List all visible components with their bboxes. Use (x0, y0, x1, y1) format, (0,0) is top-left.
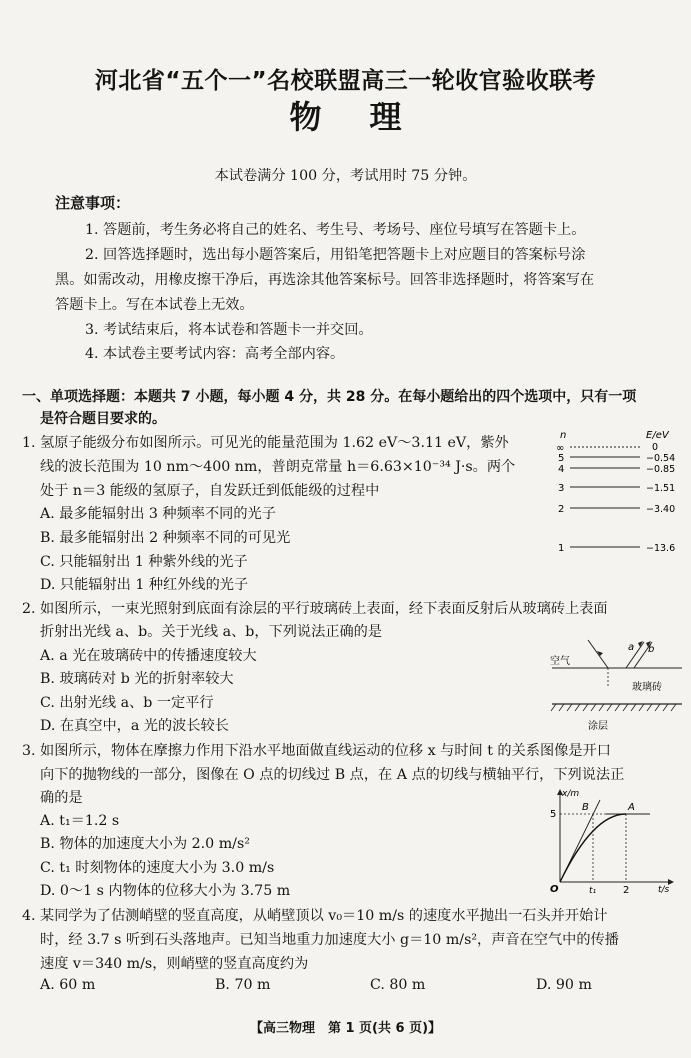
level-n: 4 (558, 464, 565, 475)
q2-option-a: A. a 光在玻璃砖中的传播速度较大 (40, 648, 257, 664)
q1-stem: 1. 氢原子能级分布如图所示。可见光的能量范围为 1.62 eV～3.11 eV，紫外 (22, 435, 509, 451)
level-e: −0.54 (646, 453, 676, 464)
level-e: −0.85 (646, 464, 676, 475)
ray-a-label: a (628, 642, 635, 653)
subject-title: 物理 (289, 98, 450, 136)
q2-option-b: B. 玻璃砖对 b 光的折射率较大 (40, 671, 234, 687)
glass-brick-diagram (548, 638, 684, 736)
q3-stem: 确的是 (40, 790, 83, 806)
level-n: 1 (558, 543, 565, 554)
origin-label: O (550, 884, 559, 895)
level-e: −3.40 (646, 504, 676, 515)
q1-option-c: C. 只能辐射出 1 种紫外线的光子 (40, 554, 248, 570)
energy-axis-label: E/eV (646, 430, 669, 441)
q4-option-b: B. 70 m (215, 977, 271, 993)
q3-option-a: A. t₁＝1.2 s (40, 813, 120, 829)
q3-option-d: D. 0～1 s 内物体的位移大小为 3.75 m (40, 883, 291, 899)
x-axis-label: x/m (562, 789, 580, 799)
level-3 (558, 483, 675, 494)
level-n: ∞ (556, 443, 565, 454)
level-infinity (556, 442, 658, 454)
note-line: 1. 答题前，考生务必将自己的姓名、考生号、考场号、座位号填写在答题卡上。 (85, 222, 586, 238)
q3-stem: 3. 如图所示，物体在摩擦力作用下沿水平地面做直线运动的位移 x 与时间 t 的关系图像是开口 (22, 743, 611, 759)
q2-option-d: D. 在真空中，a 光的波长较长 (40, 718, 229, 734)
section-heading-cont: 是符合题目要求的。 (40, 411, 166, 427)
q4-option-c: C. 80 m (370, 977, 426, 993)
q4-stem: 4. 某同学为了估测峭壁的竖直高度，从峭壁顶以 v₀＝10 m/s 的速度水平抛出一石头并开始计 (22, 908, 608, 924)
level-5 (558, 453, 675, 464)
level-2 (558, 504, 675, 515)
q4-stem: 时，经 3.7 s 听到石头落地声。已知当地重力加速度大小 g＝10 m/s²，声音在空气中的传播 (40, 932, 619, 948)
coating-label: 涂层 (588, 721, 608, 732)
notes-heading: 注意事项： (55, 194, 131, 212)
q1-option-d: D. 只能辐射出 1 种红外线的光子 (40, 577, 249, 593)
air-label: 空气 (550, 656, 570, 667)
level-n: 5 (558, 453, 565, 464)
point-b-label: B (582, 802, 589, 813)
exam-title: 河北省“五个一”名校联盟高三一轮收官验收联考 (94, 68, 597, 94)
level-n: 2 (558, 504, 565, 515)
note-line: 2. 回答选择题时，选出每小题答案后，用铅笔把答题卡上对应题目的答案标号涂 (85, 247, 586, 263)
ray-b-label: b (648, 644, 655, 655)
incident-ray (588, 640, 608, 668)
level-1 (558, 543, 675, 554)
x5-tick: 5 (550, 809, 557, 820)
level-e: −13.6 (646, 543, 676, 554)
q3-stem: 向下的抛物线的一部分，图像在 O 点的切线过 B 点，在 A 点的切线与横轴平行，下列说法正 (40, 767, 625, 783)
q3-option-c: C. t₁ 时刻物体的速度大小为 3.0 m/s (40, 860, 275, 876)
glass-label: 玻璃砖 (632, 682, 662, 693)
q4-option-a: A. 60 m (40, 977, 96, 993)
level-4 (558, 464, 675, 475)
note-line: 3. 考试结束后，将本试卷和答题卡一并交回。 (85, 322, 373, 338)
page-footer: 【高三物理 第 1 页(共 6 页)】 (249, 1021, 442, 1036)
coating-hatch (551, 704, 676, 711)
energy-level-diagram (552, 428, 682, 563)
exam-intro: 本试卷满分 100 分，考试用时 75 分钟。 (214, 168, 477, 184)
t1-tick: t₁ (589, 886, 597, 896)
point-a-label: A (628, 802, 635, 813)
n-axis-label: n (560, 430, 567, 441)
note-line: 黑。如需改动，用橡皮擦干净后，再选涂其他答案标号。回答非选择题时，将答案写在 (55, 272, 595, 288)
q3-option-b: B. 物体的加速度大小为 2.0 m/s² (40, 836, 250, 852)
q4-option-d: D. 90 m (536, 977, 592, 993)
q2-stem: 折射出光线 a、b。关于光线 a、b，下列说法正确的是 (40, 624, 383, 640)
level-e: −1.51 (646, 483, 676, 494)
t2-tick: 2 (623, 885, 630, 896)
q1-stem: 线的波长范围为 10 nm～400 nm，普朗克常量 h＝6.63×10⁻³⁴ J·s。两个 (40, 459, 516, 475)
section-heading: 一、单项选择题：本题共 7 小题，每小题 4 分，共 28 分。在每小题给出的四个选项中，只有一项 (22, 389, 637, 405)
xt-graph (546, 786, 680, 896)
q2-option-c: C. 出射光线 a、b 一定平行 (40, 695, 214, 711)
note-line: 答题卡上。写在本试卷上无效。 (55, 297, 254, 313)
q2-stem: 2. 如图所示，一束光照射到底面有涂层的平行玻璃砖上表面，经下表面反射后从玻璃砖上表面 (22, 601, 608, 617)
level-e: 0 (652, 442, 659, 453)
t-axis-label: t/s (658, 885, 670, 895)
q1-stem: 处于 n＝3 能级的氢原子，自发跃迁到低能级的过程中 (40, 483, 380, 499)
level-n: 3 (558, 483, 565, 494)
q4-stem: 速度 v＝340 m/s，则峭壁的竖直高度约为 (40, 956, 309, 972)
q1-option-a: A. 最多能辐射出 3 种频率不同的光子 (40, 506, 276, 522)
note-line: 4. 本试卷主要考试内容：高考全部内容。 (85, 346, 345, 362)
q1-option-b: B. 最多能辐射出 2 种频率不同的可见光 (40, 530, 291, 546)
